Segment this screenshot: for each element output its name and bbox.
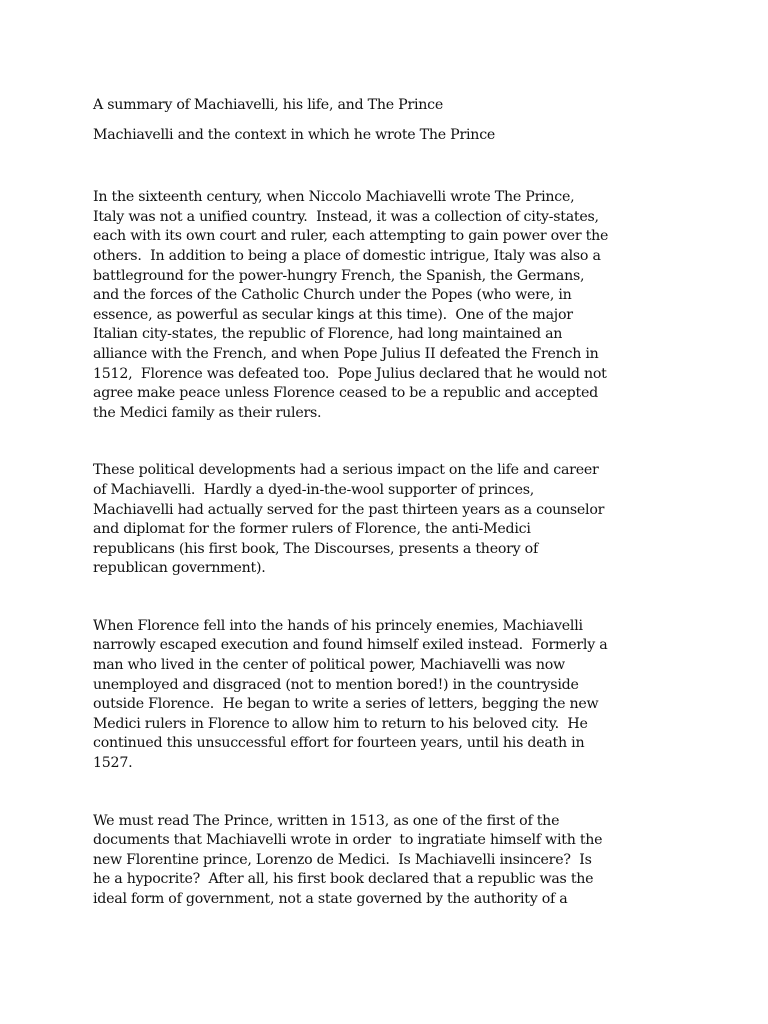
text-line: others. In addition to being a place of domestic intrigue, Italy was also a (93, 247, 601, 264)
text-line: narrowly escaped execution and found himself exiled instead. Formerly a (93, 637, 608, 654)
text-line: battleground for the power-hungry French, the Spanish, the Germans, (93, 267, 585, 284)
text-line: alliance with the French, and when Pope Julius II defeated the French in (93, 345, 599, 362)
text-line: of Machiavelli. Hardly a dyed-in-the-wool supporter of princes, (93, 481, 535, 498)
section-heading: Machiavelli and the context in which he wrote The Prince (93, 126, 496, 143)
text-line: Italy was not a unified country. Instead, it was a collection of city-states, (93, 208, 599, 225)
paragraph (93, 812, 693, 910)
paragraph (93, 188, 693, 423)
text-line: he a hypocrite? After all, his first book declared that a republic was the (93, 871, 594, 888)
text-line: and the forces of the Catholic Church under the Popes (who were, in (93, 287, 572, 304)
text-line: republican government). (93, 560, 266, 577)
paragraph-list (93, 188, 693, 909)
text-line: Medici rulers in Florence to allow him to return to his beloved city. He (93, 715, 588, 732)
document-title: A summary of Machiavelli, his life, and The Prince (93, 97, 444, 113)
paragraph (93, 461, 693, 579)
document-body (93, 96, 693, 948)
text-line: In the sixteenth century, when Niccolo Machiavelli wrote The Prince, (93, 189, 575, 206)
text-line: man who lived in the center of political power, Machiavelli was now (93, 657, 565, 674)
text-line: ideal form of government, not a state governed by the authority of a (93, 891, 568, 907)
text-line: 1527. (93, 755, 133, 772)
text-line: These political developments had a serious impact on the life and career (93, 462, 599, 479)
text-line: outside Florence. He began to write a series of letters, begging the new (93, 696, 599, 713)
text-line: each with its own court and ruler, each attempting to gain power over the (93, 228, 609, 245)
text-line: unemployed and disgraced (not to mention bored!) in the countryside (93, 676, 579, 693)
text-line: and diplomat for the former rulers of Florence, the anti-Medici (93, 521, 531, 538)
paragraph (93, 617, 693, 774)
text-line: Machiavelli had actually served for the past thirteen years as a counselor (93, 501, 605, 518)
text-line: documents that Machiavelli wrote in order to ingratiate himself with the (93, 832, 603, 849)
text-line: republicans (his first book, The Discourses, presents a theory of (93, 540, 538, 557)
text-line: the Medici family as their rulers. (93, 404, 322, 421)
text-line: agree make peace unless Florence ceased to be a republic and accepted (93, 385, 598, 402)
text-line: Italian city-states, the republic of Florence, had long maintained an (93, 326, 563, 343)
text-line: essence, as powerful as secular kings at this time). One of the major (93, 306, 573, 323)
text-line: continued this unsuccessful effort for fourteen years, until his death in (93, 735, 585, 752)
text-line: We must read The Prince, written in 1513, as one of the first of the (93, 812, 560, 829)
text-line: When Florence fell into the hands of his princely enemies, Machiavelli (93, 617, 583, 634)
text-line: new Florentine prince, Lorenzo de Medici. Is Machiavelli insincere? Is (93, 851, 592, 868)
text-line: 1512, Florence was defeated too. Pope Julius declared that he would not (93, 365, 607, 382)
